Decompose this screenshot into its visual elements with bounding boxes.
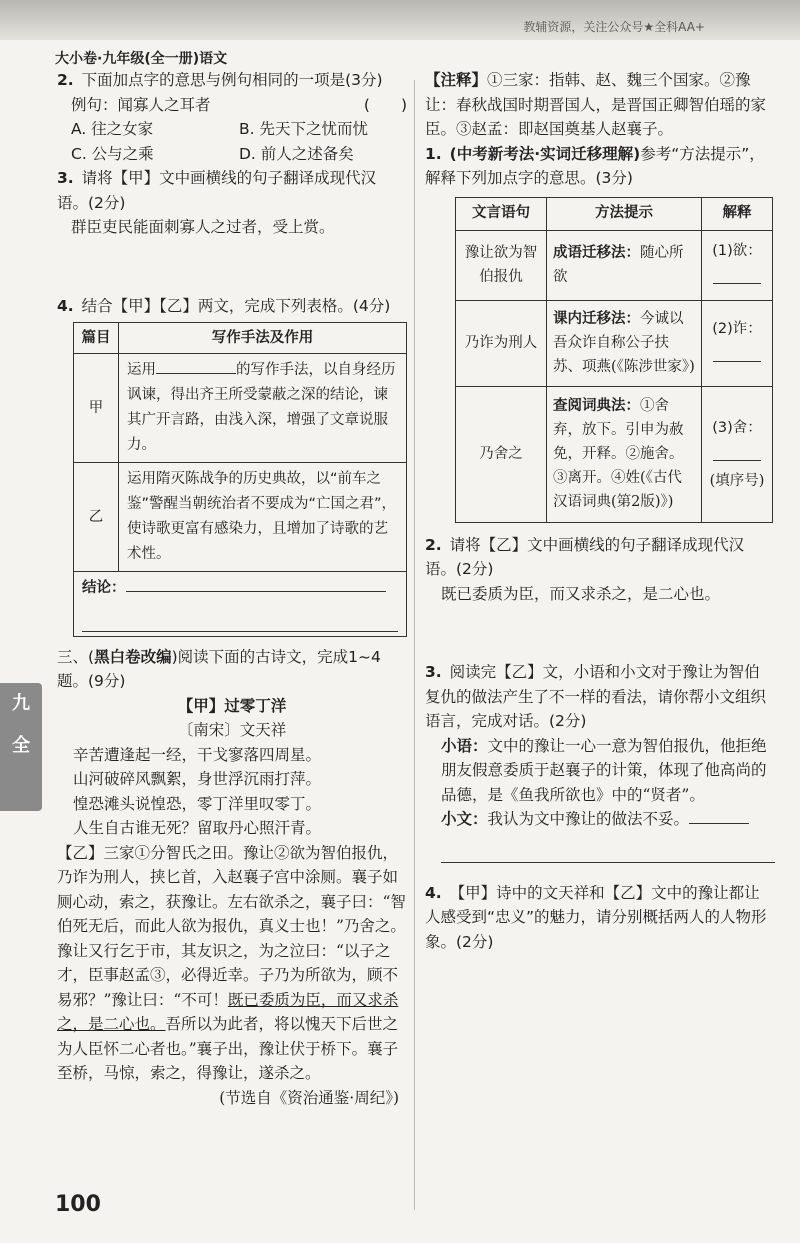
poem-body (57, 743, 407, 841)
table-header: 文言语句 (456, 197, 547, 230)
sec-text: 三、( (57, 647, 95, 666)
q-text: 下面加点字的意思与例句相同的一项是(3分) (81, 71, 383, 89)
translate-sentence: 既已委质为臣，而又求杀之，是二心也。 (441, 584, 721, 603)
example-sentence: 例句：闻寡人之耳者 (71, 95, 211, 114)
question-3 (425, 660, 775, 734)
section-3-heading (57, 645, 407, 694)
q-number: 4. (57, 296, 74, 315)
tip-method: 课内迁移法： (553, 311, 640, 327)
sec-text: )阅读下面的古诗文，完成1~4题。(9分) (57, 647, 381, 690)
q-text: 阅读完【乙】文，小语和小文对于豫让为智伯复仇的做法产生了不一样的看法，请你帮小文组织语言，完成对话。(2分) (425, 663, 767, 730)
row-content (119, 354, 407, 463)
table-header: 方法提示 (547, 197, 702, 230)
answer-blank[interactable] (689, 823, 749, 824)
writing-technique-table (73, 322, 407, 637)
tip-cell (547, 230, 702, 300)
q-text: 请将【乙】文中画横线的句子翻译成现代汉语。(2分) (425, 535, 745, 578)
passage-source: (节选自《资治通鉴·周纪》) (219, 1088, 399, 1107)
phrase-cell: 乃诈为刑人 (456, 300, 547, 386)
answer-cell (702, 386, 773, 522)
answer-blank[interactable] (441, 838, 775, 863)
translate-sentence: 群臣吏民能面刺寡人之过者，受上赏。 (71, 218, 335, 236)
q-tag: (中考新考法·实词迁移理解) (449, 144, 641, 163)
speaker-label: 小文： (441, 809, 488, 828)
q-text: 请将【甲】文中画横线的句子翻译成现代汉语。(2分) (57, 169, 377, 212)
table-header: 解释 (702, 197, 773, 230)
column-divider (414, 80, 415, 1210)
tip-method: 查阅词典法： (553, 398, 640, 414)
promo-text: 教辅资源，关注公众号★全科AA+ (523, 20, 705, 34)
tip-cell (547, 300, 702, 386)
tip-method: 成语迁移法： (553, 245, 640, 261)
question-1 (425, 142, 775, 191)
passage-text: 吾所以为此者，将以愧天下后世之为人臣怀二心者也。”襄子出，豫让伏于桥下。襄子至桥，马惊，索之，得豫让，遂杀之。 (57, 1015, 399, 1082)
q-text: 参考“方法提示”，解释下列加点字的意思。(3分) (425, 144, 765, 187)
speaker-label: 小语： (441, 735, 488, 755)
question-4 (425, 881, 775, 955)
word-meaning-table (455, 197, 773, 523)
table-header: 篇目 (74, 323, 119, 354)
q-text: 结合【甲】【乙】两文，完成下列表格。(4分) (81, 296, 391, 315)
note-label: 【注释】 (425, 70, 488, 89)
q-number: 1. (425, 144, 442, 163)
phrase-cell: 豫让欲为智伯报仇 (456, 230, 547, 300)
tip-text: 随心所欲 (553, 245, 684, 285)
row-content: 运用隋灭陈战争的历史典故，以“前车之鉴”警醒当朝统治者不要成为“亡国之君”，使诗歌更富有感染力，且增加了诗歌的艺术性。 (119, 463, 407, 572)
question-3 (57, 166, 407, 215)
q-number: 2. (425, 535, 442, 554)
poem-line: 山河破碎风飘絮，身世浮沉雨打萍。 (73, 770, 322, 788)
side-tab-char: 九 (12, 693, 30, 714)
answer-blank[interactable] (156, 373, 236, 374)
poem-line: 人生自古谁无死？留取丹心照汗青。 (73, 819, 322, 837)
q-number: 3. (57, 169, 74, 187)
page-number: 100 (55, 1192, 101, 1217)
speaker-text: 文中的豫让一心一意为智伯报仇，他拒绝朋友假意委质于赵襄子的计策，体现了他高尚的品德，是《鱼我所欲也》中的“贤者”。 (441, 736, 767, 804)
tip-text: ①舍弃，放下。引申为赦免，开释。②施舍。③离开。④姓(《古代汉语词典(第2版)》) (553, 398, 684, 510)
question-4 (57, 294, 407, 319)
speaker-text: 我认为文中豫让的做法不妥。 (487, 810, 690, 828)
note-text: ①三家：指韩、赵、魏三个国家。②豫让：春秋战国时期晋国人，是晋国正卿智伯瑶的家臣。③赵孟：即赵国奠基人赵襄子。 (425, 71, 767, 138)
phrase-cell: 乃舍之 (456, 386, 547, 522)
conclusion-row (74, 572, 407, 637)
q-number: 4. (425, 883, 442, 902)
row-label: 乙 (74, 463, 119, 572)
answer-label: (3)舍： (712, 419, 762, 436)
answer-blank[interactable] (713, 263, 761, 284)
answer-blank[interactable] (713, 341, 761, 362)
left-column (57, 68, 407, 1110)
row-text: 运用 (127, 362, 156, 378)
answer-label: (2)诈： (712, 320, 762, 337)
answer-blank[interactable] (82, 607, 398, 632)
option: A. 往之女家 (71, 120, 154, 138)
sec-tag: 黑白卷改编 (94, 647, 172, 666)
side-tab (0, 683, 42, 811)
option: C. 公与之乘 (71, 144, 154, 163)
passage-yi (57, 841, 407, 1086)
top-banner (0, 0, 800, 40)
answer-hint: (填序号) (709, 472, 765, 489)
option: D. 前人之述备矣 (239, 144, 354, 163)
answer-label: (1)欲： (712, 242, 762, 259)
dialog-xiaowen (425, 807, 775, 863)
q-text: 【甲】诗中的文天祥和【乙】文中的豫让都让人感受到“忠义”的魅力，请分别概括两人的人物形象。(2分) (425, 883, 767, 951)
conclusion-label: 结论： (82, 580, 126, 596)
options (57, 117, 407, 166)
side-tab-char: 全 (12, 735, 30, 756)
answer-paren: ( ) (363, 95, 407, 114)
poem-author: 〔南宋〕文天祥 (177, 721, 287, 739)
annotation (425, 68, 775, 142)
poem-title: 【甲】过零丁洋 (177, 696, 287, 715)
option: B. 先天下之忧而忧 (239, 120, 368, 138)
answer-blank[interactable] (126, 591, 386, 592)
tip-text: 今诚以吾众诈自称公子扶苏、项燕(《陈涉世家》) (553, 311, 695, 375)
question-2 (425, 533, 775, 582)
poem-line: 辛苦遭逢起一经，干戈寥落四周星。 (73, 745, 322, 764)
poem-line: 惶恐滩头说惶恐，零丁洋里叹零丁。 (73, 794, 322, 813)
tip-cell (547, 386, 702, 522)
book-header: 大小卷·九年级(全一册)语文 (55, 51, 228, 67)
answer-cell (702, 230, 773, 300)
dialog-xiaoyu (425, 734, 775, 808)
row-label: 甲 (74, 354, 119, 463)
row-text: 的写作手法，以自身经历讽谏，得出齐王所受蒙蔽之深的结论，谏其广开言路，由浅入深，增强了文章说服力。 (127, 362, 396, 453)
table-header: 写作手法及作用 (119, 323, 407, 354)
q-number: 3. (425, 663, 442, 681)
answer-cell (702, 300, 773, 386)
q-number: 2. (57, 71, 74, 89)
right-column (425, 68, 775, 954)
underlined-sentence: 既已委质为臣，而又求杀之，是二心也。 (57, 990, 399, 1033)
passage-text: 【乙】三家①分智氏之田。豫让②欲为智伯报仇，乃诈为刑人，挟匕首，入赵襄子宫中涂厕。襄子如厕心动，索之，获豫让。左右欲杀之，襄子曰：“智伯死无后，而此人欲为报仇，真义士也！”乃舍之。豫让又行乞于市，其友识之，为之泣曰：“以子之才，臣事赵孟③，必得近幸。子乃为所欲为，顾不易邪？”豫让曰：“不可！ (57, 843, 406, 1009)
answer-blank[interactable] (713, 440, 761, 461)
